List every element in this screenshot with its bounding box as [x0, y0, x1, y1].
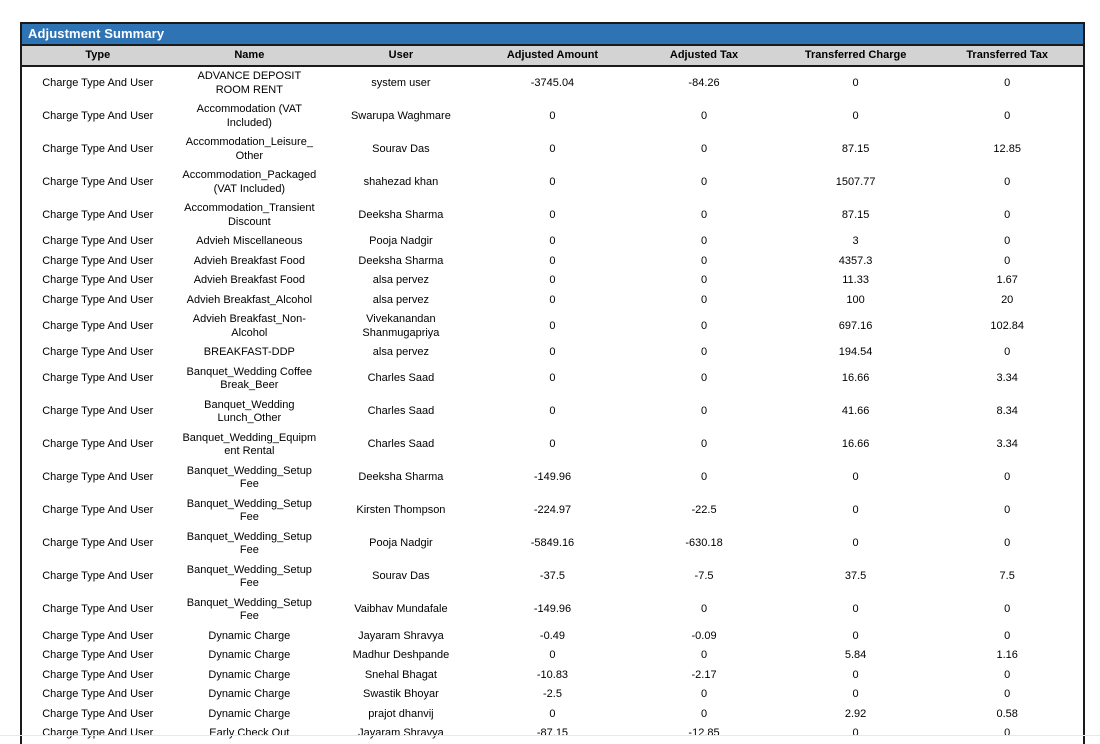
table-cell: Charge Type And User — [22, 685, 174, 705]
table-cell: 0 — [931, 495, 1083, 528]
table-cell: -630.18 — [628, 528, 780, 561]
table-cell: 5.84 — [780, 646, 932, 666]
table-cell: Dynamic Charge — [174, 627, 326, 647]
table-cell: 0 — [780, 100, 932, 133]
table-cell: -149.96 — [477, 462, 629, 495]
table-cell: 0 — [931, 343, 1083, 363]
table-cell: 0 — [628, 646, 780, 666]
table-cell: 0 — [628, 271, 780, 291]
table-cell: 0 — [628, 363, 780, 396]
column-header-adjusted-amount: Adjusted Amount — [477, 46, 629, 66]
table-cell: Banquet_Wedding_Setup Fee — [174, 561, 326, 594]
table-cell: 20 — [931, 291, 1083, 311]
table-cell: Charge Type And User — [22, 594, 174, 627]
table-cell: -0.49 — [477, 627, 629, 647]
table-cell: Charge Type And User — [22, 100, 174, 133]
table-cell: alsa pervez — [325, 343, 477, 363]
table-cell: Charge Type And User — [22, 66, 174, 100]
table-cell: 0 — [780, 462, 932, 495]
column-header-user: User — [325, 46, 477, 66]
table-cell: alsa pervez — [325, 291, 477, 311]
table-cell: -3745.04 — [477, 66, 629, 100]
table-cell: 3 — [780, 232, 932, 252]
table-cell: 0 — [628, 396, 780, 429]
table-cell: 4357.3 — [780, 252, 932, 272]
table-cell: 0 — [628, 199, 780, 232]
table-cell: Pooja Nadgir — [325, 232, 477, 252]
table-cell: Kirsten Thompson — [325, 495, 477, 528]
table-cell: 0 — [628, 232, 780, 252]
table-cell: Dynamic Charge — [174, 685, 326, 705]
table-cell: 0 — [477, 646, 629, 666]
table-cell: Charge Type And User — [22, 166, 174, 199]
table-cell: Charge Type And User — [22, 232, 174, 252]
table-cell: Banquet_Wedding_Setup Fee — [174, 462, 326, 495]
table-cell: Banquet_Wedding_Equipment Rental — [174, 429, 326, 462]
table-cell: Banquet_Wedding Lunch_Other — [174, 396, 326, 429]
table-cell: 1.16 — [931, 646, 1083, 666]
page-bottom-divider — [0, 735, 1100, 736]
table-cell: -2.5 — [477, 685, 629, 705]
table-row — [22, 252, 1083, 272]
table-cell: Dynamic Charge — [174, 646, 326, 666]
table-row — [22, 363, 1083, 396]
table-cell: 0 — [931, 528, 1083, 561]
table-cell: 0 — [931, 199, 1083, 232]
table-cell: 0 — [477, 252, 629, 272]
table-cell: Charge Type And User — [22, 627, 174, 647]
table-row — [22, 666, 1083, 686]
column-header-adjusted-tax: Adjusted Tax — [628, 46, 780, 66]
table-cell: 0 — [931, 252, 1083, 272]
table-cell: Banquet_Wedding_Setup Fee — [174, 528, 326, 561]
table-cell: Charge Type And User — [22, 252, 174, 272]
table-cell: 0 — [477, 429, 629, 462]
table-cell: 0 — [477, 271, 629, 291]
report-title: Adjustment Summary — [22, 24, 1083, 46]
table-cell: 0 — [780, 627, 932, 647]
table-cell: Charge Type And User — [22, 462, 174, 495]
table-cell: 3.34 — [931, 363, 1083, 396]
table-cell: Banquet_Wedding_Setup Fee — [174, 495, 326, 528]
table-cell: Accommodation_Leisure_Other — [174, 133, 326, 166]
table-cell: 41.66 — [780, 396, 932, 429]
table-cell: -7.5 — [628, 561, 780, 594]
table-cell: Advieh Breakfast Food — [174, 252, 326, 272]
table-cell: 0 — [931, 685, 1083, 705]
table-cell: alsa pervez — [325, 271, 477, 291]
table-cell: 0 — [931, 166, 1083, 199]
table-cell: 0 — [628, 291, 780, 311]
table-cell: 0 — [780, 685, 932, 705]
table-row — [22, 166, 1083, 199]
table-cell: 1507.77 — [780, 166, 932, 199]
table-row — [22, 528, 1083, 561]
table-cell: Charge Type And User — [22, 724, 174, 744]
table-cell: BREAKFAST-DDP — [174, 343, 326, 363]
table-cell: 7.5 — [931, 561, 1083, 594]
table-cell: 0 — [628, 252, 780, 272]
table-cell: 0 — [628, 343, 780, 363]
table-cell: Sourav Das — [325, 133, 477, 166]
table-cell: Advieh Breakfast_Non-Alcohol — [174, 310, 326, 343]
table-cell: Sourav Das — [325, 561, 477, 594]
table-cell: Early Check Out — [174, 724, 326, 744]
table-cell: 0 — [780, 528, 932, 561]
table-cell: Advieh Breakfast Food — [174, 271, 326, 291]
table-cell: Charge Type And User — [22, 429, 174, 462]
table-cell: Charge Type And User — [22, 705, 174, 725]
table-cell: Vivekanandan Shanmugapriya — [325, 310, 477, 343]
table-row — [22, 271, 1083, 291]
adjustment-summary-table — [22, 46, 1083, 744]
table-cell: Charge Type And User — [22, 343, 174, 363]
table-cell: Dynamic Charge — [174, 666, 326, 686]
table-row — [22, 310, 1083, 343]
table-cell: Charge Type And User — [22, 528, 174, 561]
table-cell: 3.34 — [931, 429, 1083, 462]
table-cell: 8.34 — [931, 396, 1083, 429]
table-cell: Charge Type And User — [22, 561, 174, 594]
table-cell: Charge Type And User — [22, 199, 174, 232]
table-row — [22, 495, 1083, 528]
table-cell: -22.5 — [628, 495, 780, 528]
table-cell: 37.5 — [780, 561, 932, 594]
table-row — [22, 594, 1083, 627]
column-header-type: Type — [22, 46, 174, 66]
table-cell: -84.26 — [628, 66, 780, 100]
table-cell: Charge Type And User — [22, 133, 174, 166]
table-cell: Pooja Nadgir — [325, 528, 477, 561]
table-cell: 0 — [628, 166, 780, 199]
table-cell: 102.84 — [931, 310, 1083, 343]
table-cell: -87.15 — [477, 724, 629, 744]
table-cell: 0 — [931, 627, 1083, 647]
table-row — [22, 396, 1083, 429]
table-row — [22, 462, 1083, 495]
table-row — [22, 705, 1083, 725]
table-cell: -0.09 — [628, 627, 780, 647]
table-cell: 2.92 — [780, 705, 932, 725]
table-cell: 0 — [931, 232, 1083, 252]
table-cell: 0 — [477, 705, 629, 725]
table-cell: 0 — [628, 685, 780, 705]
table-cell: 0 — [931, 462, 1083, 495]
table-cell: Charge Type And User — [22, 310, 174, 343]
table-row — [22, 343, 1083, 363]
table-cell: 0 — [780, 66, 932, 100]
table-cell: 0 — [628, 705, 780, 725]
table-cell: -224.97 — [477, 495, 629, 528]
column-header-name: Name — [174, 46, 326, 66]
table-cell: 0 — [628, 429, 780, 462]
table-cell: Vaibhav Mundafale — [325, 594, 477, 627]
table-cell: 1.67 — [931, 271, 1083, 291]
adjustment-summary-report — [20, 22, 1085, 744]
table-cell: 0 — [780, 666, 932, 686]
table-cell: 0 — [477, 232, 629, 252]
table-cell: 0 — [931, 666, 1083, 686]
table-cell: shahezad khan — [325, 166, 477, 199]
table-cell: -12.85 — [628, 724, 780, 744]
column-header-transferred-charge: Transferred Charge — [780, 46, 932, 66]
table-cell: 0 — [780, 495, 932, 528]
table-cell: 87.15 — [780, 133, 932, 166]
table-cell: 0 — [628, 100, 780, 133]
table-cell: Banquet_Wedding_Setup Fee — [174, 594, 326, 627]
table-cell: 0.58 — [931, 705, 1083, 725]
table-cell: 0 — [477, 166, 629, 199]
table-cell: 12.85 — [931, 133, 1083, 166]
table-cell: prajot dhanvij — [325, 705, 477, 725]
table-cell: 0 — [931, 724, 1083, 744]
table-cell: Swastik Bhoyar — [325, 685, 477, 705]
table-body — [22, 66, 1083, 744]
table-cell: Accommodation_Transient Discount — [174, 199, 326, 232]
table-cell: 0 — [477, 100, 629, 133]
table-cell: 697.16 — [780, 310, 932, 343]
table-cell: Accommodation (VAT Included) — [174, 100, 326, 133]
table-row — [22, 724, 1083, 744]
table-row — [22, 133, 1083, 166]
table-cell: Advieh Breakfast_Alcohol — [174, 291, 326, 311]
table-row — [22, 291, 1083, 311]
table-cell: 16.66 — [780, 363, 932, 396]
table-cell: 194.54 — [780, 343, 932, 363]
table-cell: Deeksha Sharma — [325, 462, 477, 495]
table-cell: 0 — [931, 594, 1083, 627]
table-cell: -2.17 — [628, 666, 780, 686]
table-cell: 100 — [780, 291, 932, 311]
table-cell: 11.33 — [780, 271, 932, 291]
table-row — [22, 429, 1083, 462]
table-cell: Charge Type And User — [22, 646, 174, 666]
table-row — [22, 100, 1083, 133]
table-cell: 0 — [477, 363, 629, 396]
table-cell: ADVANCE DEPOSIT ROOM RENT — [174, 66, 326, 100]
table-cell: Charles Saad — [325, 363, 477, 396]
table-cell: -37.5 — [477, 561, 629, 594]
table-row — [22, 685, 1083, 705]
table-cell: Charge Type And User — [22, 363, 174, 396]
table-cell: -5849.16 — [477, 528, 629, 561]
table-cell: 0 — [780, 594, 932, 627]
table-cell: Deeksha Sharma — [325, 199, 477, 232]
table-cell: Charles Saad — [325, 429, 477, 462]
table-cell: 0 — [477, 199, 629, 232]
table-cell: 87.15 — [780, 199, 932, 232]
table-header-row — [22, 46, 1083, 66]
table-cell: 0 — [477, 310, 629, 343]
table-cell: Snehal Bhagat — [325, 666, 477, 686]
table-cell: 0 — [477, 291, 629, 311]
table-cell: 0 — [628, 310, 780, 343]
table-cell: Deeksha Sharma — [325, 252, 477, 272]
table-row — [22, 627, 1083, 647]
table-cell: 0 — [628, 462, 780, 495]
table-row — [22, 232, 1083, 252]
table-cell: 0 — [628, 133, 780, 166]
table-row — [22, 199, 1083, 232]
table-cell: Dynamic Charge — [174, 705, 326, 725]
table-cell: 0 — [931, 66, 1083, 100]
table-cell: 0 — [477, 396, 629, 429]
table-cell: 16.66 — [780, 429, 932, 462]
table-cell: 0 — [628, 594, 780, 627]
column-header-transferred-tax: Transferred Tax — [931, 46, 1083, 66]
table-cell: Jayaram Shravya — [325, 724, 477, 744]
table-row — [22, 646, 1083, 666]
table-cell: 0 — [477, 133, 629, 166]
table-cell: Banquet_Wedding Coffee Break_Beer — [174, 363, 326, 396]
table-cell: -10.83 — [477, 666, 629, 686]
table-cell: 0 — [931, 100, 1083, 133]
table-cell: Charge Type And User — [22, 271, 174, 291]
table-cell: Jayaram Shravya — [325, 627, 477, 647]
table-row — [22, 561, 1083, 594]
table-cell: Charge Type And User — [22, 666, 174, 686]
table-cell: Charge Type And User — [22, 291, 174, 311]
table-cell: Advieh Miscellaneous — [174, 232, 326, 252]
table-row — [22, 66, 1083, 100]
table-cell: 0 — [780, 724, 932, 744]
table-cell: Accommodation_Packaged (VAT Included) — [174, 166, 326, 199]
table-cell: 0 — [477, 343, 629, 363]
table-cell: Charge Type And User — [22, 396, 174, 429]
table-cell: Charge Type And User — [22, 495, 174, 528]
table-cell: Swarupa Waghmare — [325, 100, 477, 133]
table-cell: -149.96 — [477, 594, 629, 627]
table-cell: Charles Saad — [325, 396, 477, 429]
table-cell: Madhur Deshpande — [325, 646, 477, 666]
table-cell: system user — [325, 66, 477, 100]
